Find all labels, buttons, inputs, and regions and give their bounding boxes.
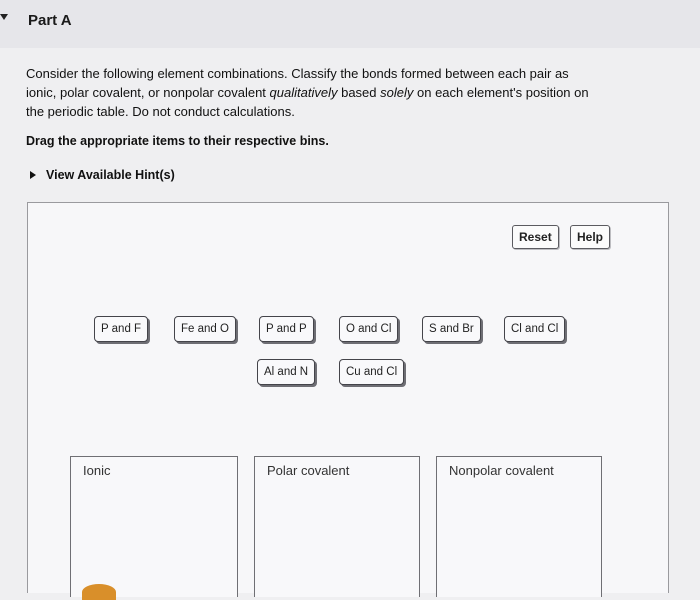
- partial-orange-element: [82, 584, 116, 600]
- question-line-3: the periodic table. Do not conduct calculations.: [26, 104, 295, 119]
- question-text: [26, 64, 698, 121]
- draggable-item-al-and-n[interactable]: Al and N: [257, 359, 315, 385]
- draggable-item-o-and-cl[interactable]: O and Cl: [339, 316, 398, 342]
- question-line-2-mid: based: [337, 85, 381, 100]
- bin-ionic[interactable]: [70, 456, 238, 597]
- drag-drop-workspace: [27, 202, 669, 593]
- draggable-item-fe-and-o[interactable]: Fe and O: [174, 316, 236, 342]
- bin-nonpolar-covalent-label: Nonpolar covalent: [449, 463, 554, 478]
- draggable-item-s-and-br[interactable]: S and Br: [422, 316, 481, 342]
- qualitatively-emphasis: qualitatively: [269, 85, 338, 100]
- draggable-item-p-and-p[interactable]: P and P: [259, 316, 314, 342]
- draggable-item-cu-and-cl[interactable]: Cu and Cl: [339, 359, 404, 385]
- instruction-text: Drag the appropriate items to their respective bins.: [26, 134, 329, 148]
- part-title: Part A: [28, 12, 72, 29]
- question-line-2-start: ionic, polar covalent, or nonpolar covalent: [26, 85, 270, 100]
- help-button[interactable]: Help: [570, 225, 610, 249]
- draggable-item-p-and-f[interactable]: P and F: [94, 316, 148, 342]
- solely-emphasis: solely: [380, 85, 414, 100]
- collapse-arrow-icon[interactable]: [0, 14, 8, 20]
- part-header[interactable]: [0, 0, 700, 48]
- bin-nonpolar-covalent[interactable]: [436, 456, 602, 597]
- bin-polar-covalent-label: Polar covalent: [267, 463, 350, 478]
- reset-button[interactable]: Reset: [512, 225, 559, 249]
- bin-polar-covalent[interactable]: [254, 456, 420, 597]
- draggable-item-cl-and-cl[interactable]: Cl and Cl: [504, 316, 565, 342]
- question-line-1: Consider the following element combinations. Classify the bonds formed between each pair as: [26, 66, 569, 81]
- expand-triangle-icon: [30, 171, 36, 179]
- question-line-2-end: on each element's position on: [413, 85, 589, 100]
- view-hints-link[interactable]: [30, 168, 175, 182]
- bin-ionic-label: Ionic: [83, 463, 111, 478]
- view-hints-label: View Available Hint(s): [46, 168, 175, 182]
- question-line-2: [26, 83, 698, 102]
